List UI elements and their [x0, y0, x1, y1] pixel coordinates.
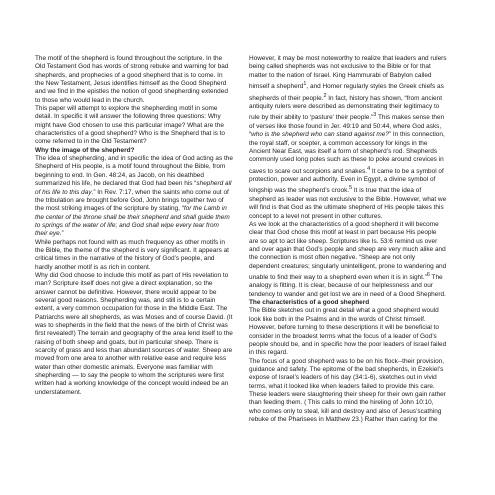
text-run: However, it may be most noteworthy to realize that leaders and rulers being called shepherds was not exclusive to the Bible or for that matter to the nation of Israel. King Hammurabi of Babylon called himself a shepherd: [249, 55, 447, 91]
text-run: It is true that the idea of shepherd as leader was not exclusive to the Bible. However, what we will find is that God as the ultimate shepherd of His people takes this concept to a level not present in other cultures.: [249, 187, 447, 220]
paragraph: [249, 55, 447, 221]
footnote-ref: 5: [349, 185, 353, 192]
text-run: This makes sense then of verses like those found in Jer. 49:19 and 50:44, where God asks, “: [249, 114, 445, 139]
quote-run: who is the shepherd who can stand against me?: [251, 131, 389, 139]
paragraph: Why did God choose to include this motif as part of His revelation to man? Scripture itself does not give a direct explanation, so the answer cannot be definitive. However, there would appear to be several good reasons. Shepherding was, and still is to a certain extent, a very common occupation for those in the Middle East. The Patriarchs were all shepherds, as was Moses and of course David. (It was to shepherds in the field that the news of the birth of Christ was first revealed!) The terrain and geography of the area lend itself to the raising of both sheep and goats, but in particular sheep. There is scarcity of grass and less than abundant sources of water. Sheep are moved from one area to another with relative ease and require less water than other domestic animals. Everyone was familiar with shepherding — to say the people to whom the scriptures were first written had a working knowledge of the concept would indeed be an understatement.: [35, 271, 233, 396]
paragraph: [35, 155, 233, 238]
text-run: As we look at the characteristics of a good shepherd it will become clear that God chose this motif at least in part because His people are so apt to act like sheep. Scriptures like Is. 53:6 remind us over and over again that God’s people and sheep are very much alike and the connection is most often negative. “Sheep are not only dependent creatures; singularly unintelligent, prone to wandering and unable to find their way to a shepherd even when it is in sight.”: [249, 220, 447, 282]
footnote-ref: 4: [367, 165, 371, 172]
quote-run: shepherd all of his life to this day: [35, 180, 232, 196]
text-run: It came to be a symbol of protection, power and authority. Even in Egypt, a divine symbol of kingship was the shepherd’s crook.: [249, 167, 444, 195]
text-run: The idea of shepherding, and in specific the idea of God acting as the Shepherd of His people, is a motif found throughout the Bible, from beginning to end. In Gen. 48:24, as Jacob, on his deathbed summarized his life, he declared that God had been his “: [35, 155, 233, 188]
text-run: The analogy is fitting. It is clear, because of our helplessness and our tendency to wander and get lost we are in need of a Good Shepherd.: [249, 274, 446, 298]
section-heading: Why the image of the shepherd?: [35, 146, 135, 154]
paragraph: This paper will attempt to explore the shepherding motif in some detail. In specific it will answer the following three questions: Why might have God chosen to use this particular image? What are the characteristics of a good shepherd? Who is the Shepherd that is to come referred to in the Old Testament?: [35, 105, 226, 146]
paragraph: The motif of the shepherd is found throughout the scripture. In the Old Testament God has words of strong rebuke and warning for bad shepherds, and prophecies of a good shepherd that is to come. In the New Testament, Jesus identifies himself as the Good Shepherd and we find in the epistles the notion of good shepherding extended to those who would lead in the church.: [35, 55, 229, 104]
right-column: [249, 55, 447, 424]
text-run: , and Homer regularly styles the Greek chiefs as shepherds of their people.: [249, 83, 444, 102]
footnote-ref: 3: [373, 112, 377, 119]
text-run: ” In this connection, the royal staff, or scepter, a common accessory for kings in the Ancient Near East, was itself a form of shepherd’s rod. Shepherds commonly used long poles such as these to poke around crevices in caves to scare out scorpions and snakes.: [249, 131, 445, 175]
text-run: .” In Rev. 7:17, when the saints who come out of the tribulation are brought before God, John brings together two of the most striking images of the scripture by stating, “: [35, 188, 229, 213]
left-column: [35, 55, 233, 397]
paragraph: While perhaps not found with as much frequency as other motifs in the Bible, the theme of the shepherd is very significant. It appears at critical times in the narrative of the history of God’s people, and hardly another motif is as rich in content.: [35, 238, 229, 271]
text-run: In fact, history has shown, “from ancient antiquity rulers were described as demonstrating their legitimacy to rule by their ability to ‘pasture’ their people.”: [249, 94, 443, 122]
paragraph: The Bible sketches out in great detail what a good shepherd would look like both in the Psalms and in the words of Christ himself. However, before turning to these descriptions it will be beneficial to consider in the broadest terms what the focus of a leader of God’s people should be, and in specific how the poor leaders of Israel failed in this regard.: [249, 307, 447, 357]
paragraph: The focus of a good shepherd was to be on his flock--their provision, guidance and safety. The epitome of the bad shepherds, in Ezekiel’s expose of Israel’s leaders of his day (34:1-6), sketches out in vivid terms, what it looked like when leaders failed to provide this care. These leaders were slaughtering their sheep for their own gain rather than feeding them. ( This calls to mind the hireling of John 10:10, who comes only to steal, kill and destroy and also of Jesus’scathing rebuke of the Pharisees in Matthew 23.) Rather than caring for the: [249, 357, 446, 423]
section-heading: The characteristics of a good shepherd: [249, 299, 370, 307]
footnote-ref: 2: [323, 92, 327, 99]
footnote-ref: 6: [426, 271, 430, 278]
footnote-ref: 1: [303, 81, 307, 88]
quote-run: for the Lamb in the center of the throne shall be their shepherd and shall guide them to springs of the water of life; and God shall wipe every tear from their eye.: [35, 205, 230, 238]
paragraph: [249, 221, 447, 299]
text-run: ”: [61, 230, 64, 238]
